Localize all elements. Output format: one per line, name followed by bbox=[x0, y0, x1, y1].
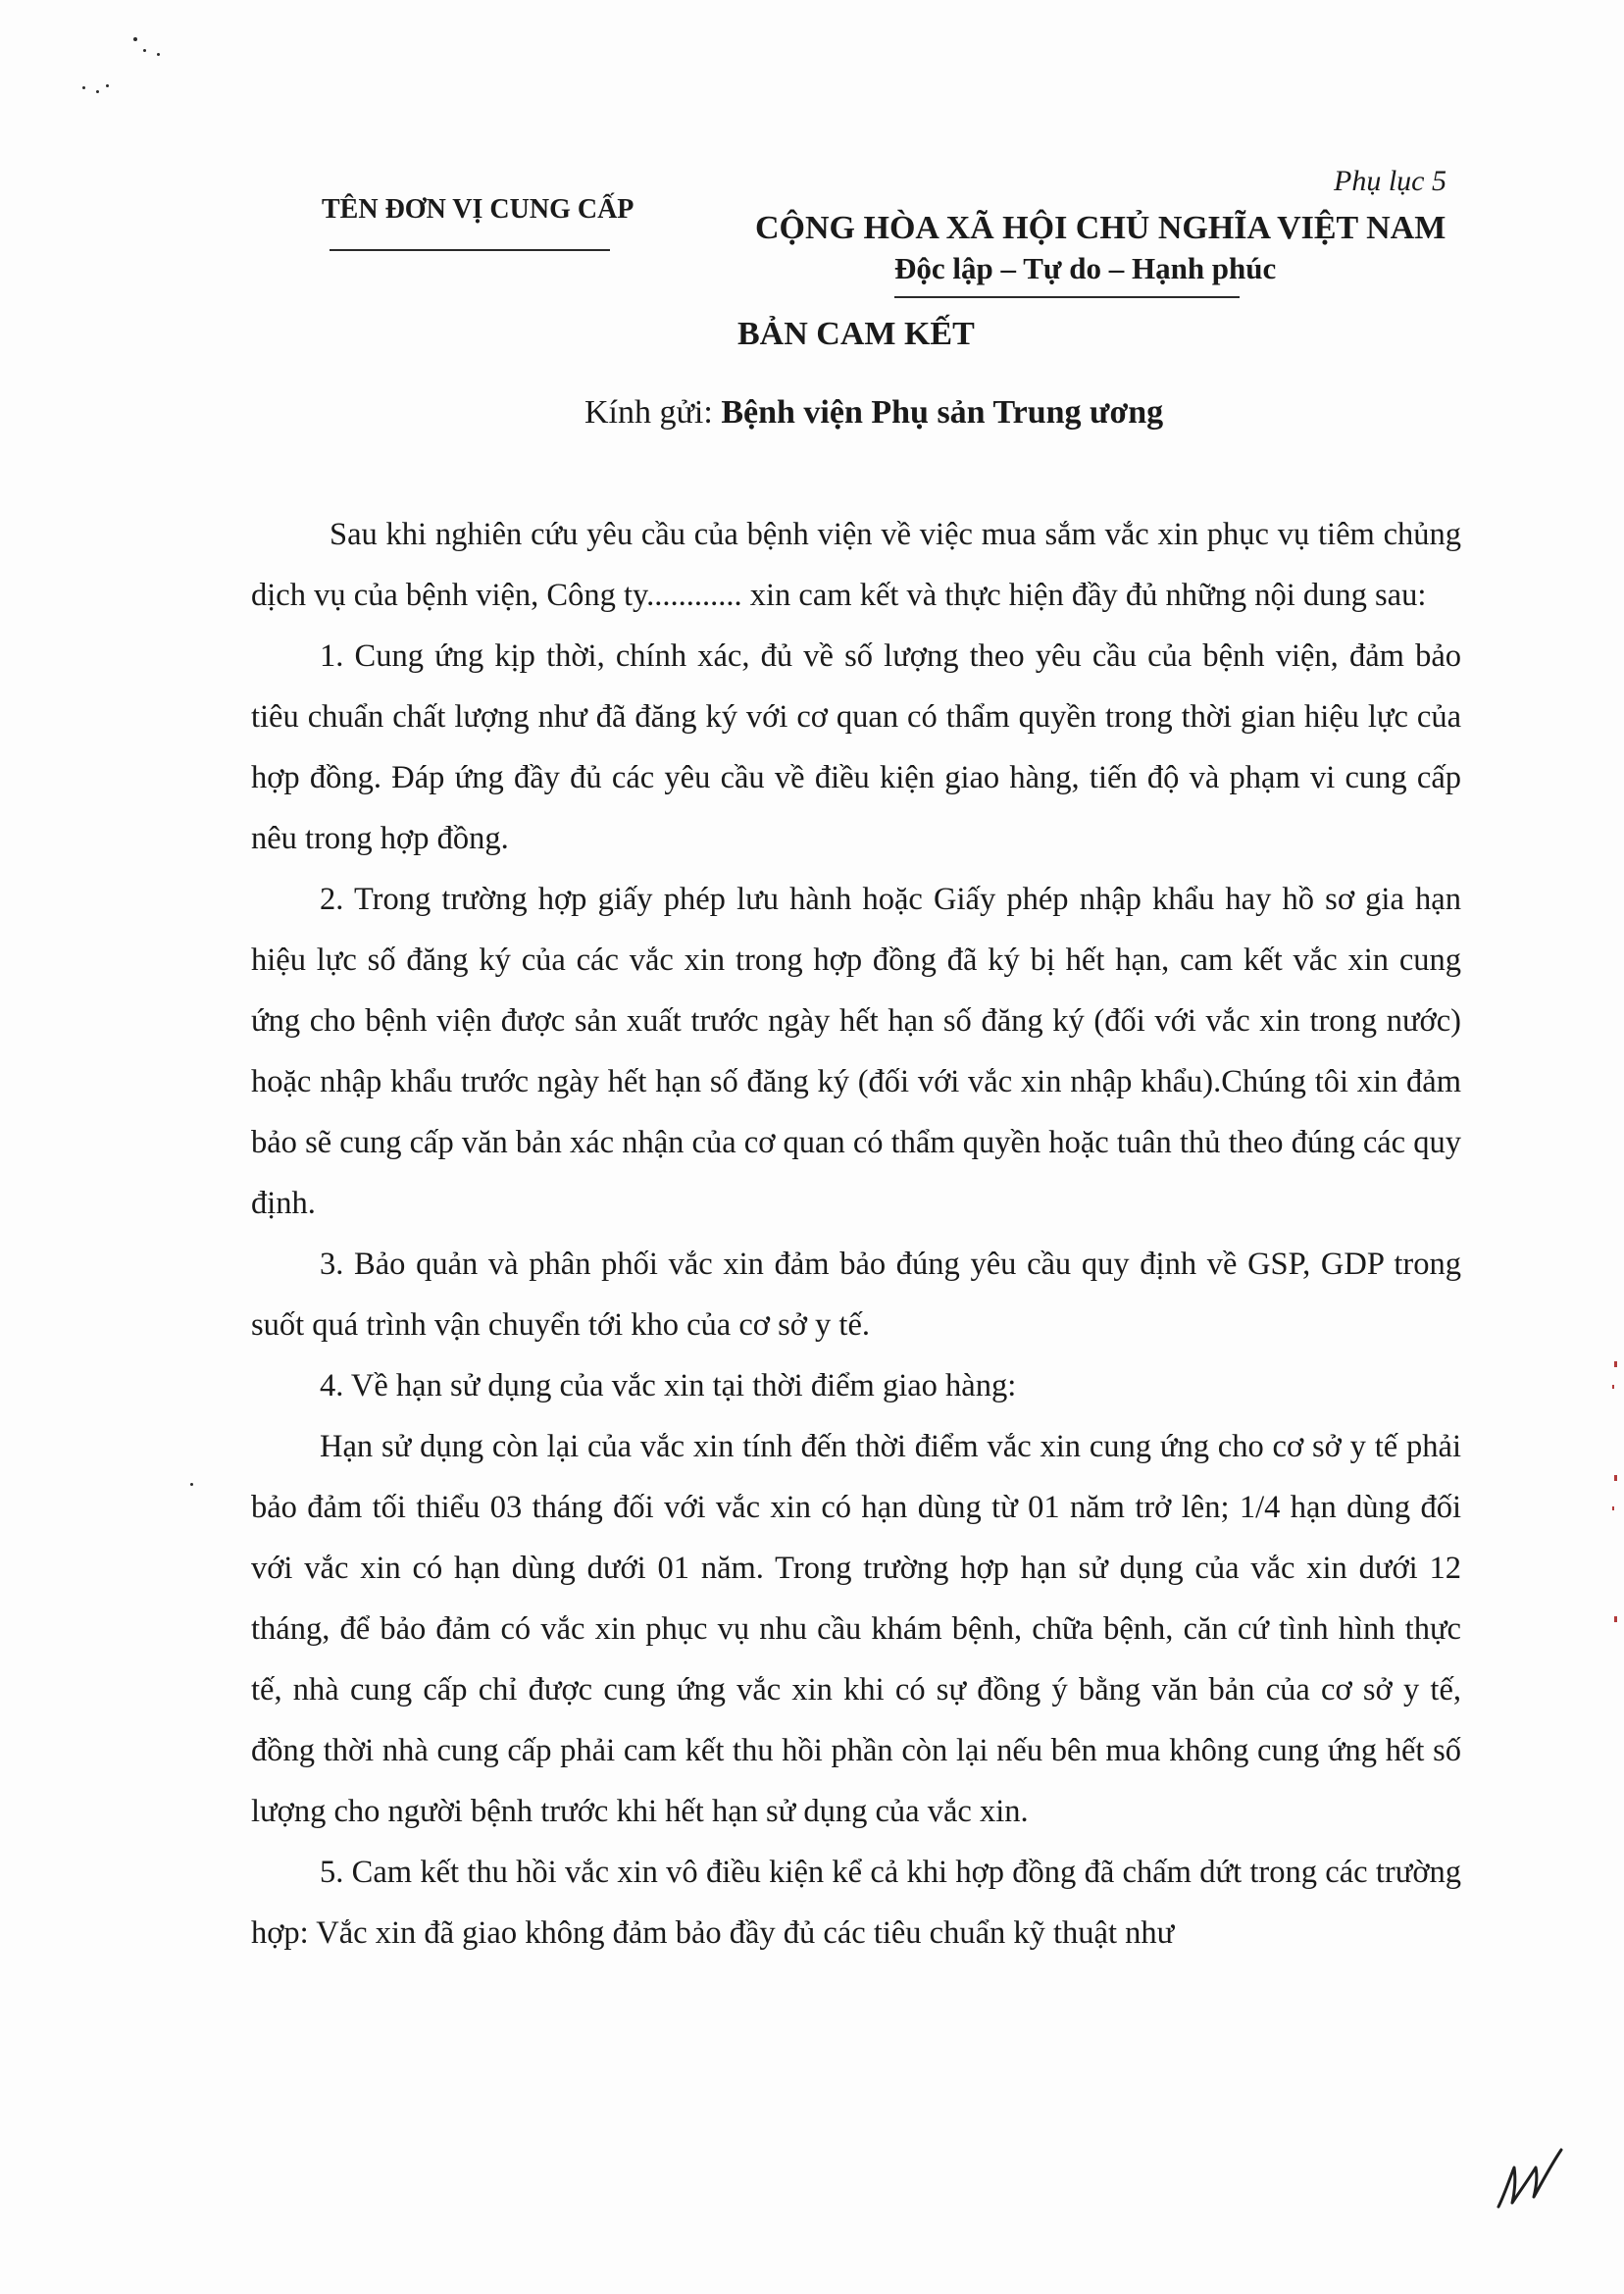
recipient-prefix: Kính gửi: bbox=[584, 394, 722, 431]
commitment-body bbox=[251, 504, 1461, 1963]
appendix-label: Phụ lục 5 bbox=[1334, 165, 1446, 197]
signature-initials bbox=[1491, 2138, 1569, 2217]
national-title: CỘNG HÒA XÃ HỘI CHỦ NGHĨA VIỆT NAM bbox=[755, 210, 1446, 246]
organization-name: TÊN ĐƠN VỊ CUNG CẤP bbox=[322, 194, 634, 225]
commitment-item-2: 2. Trong trường hợp giấy phép lưu hành hoặc Giấy phép nhập khẩu hay hồ sơ gia hạn hiệu lực số đăng ký của các vắc xin trong hợp đồng đã ký bị hết hạn, cam kết vắc xin cung ứng cho bệnh viện được sản xuất trước ngày hết hạn số đăng ký (đối với vắc xin trong nước) hoặc nhập khẩu trước ngày hết hạn số đăng ký (đối với vắc xin nhập khẩu).Chúng tôi xin đảm bảo sẽ cung cấp văn bản xác nhận của cơ quan có thẩm quyền hoặc tuân thủ theo đúng các quy định. bbox=[251, 882, 1461, 1221]
motto-underline bbox=[894, 296, 1240, 298]
organization-underline bbox=[330, 249, 610, 251]
commitment-item-1: 1. Cung ứng kịp thời, chính xác, đủ về số lượng theo yêu cầu của bệnh viện, đảm bảo tiêu chuẩn chất lượng như đã đăng ký với cơ quan có thẩm quyền trong thời gian hiệu lực của hợp đồng. Đáp ứng đầy đủ các yêu cầu về điều kiện giao hàng, tiến độ và phạm vi cung cấp nêu trong hợp đồng. bbox=[251, 638, 1461, 856]
commitment-item-4-text: Hạn sử dụng còn lại của vắc xin tính đến thời điểm vắc xin cung ứng cho cơ sở y tế phải bảo đảm tối thiểu 03 tháng đối với vắc xin có hạn dùng từ 01 năm trở lên; 1/4 hạn dùng đối với vắc xin có hạn dùng dưới 01 năm. Trong trường hợp hạn sử dụng của vắc xin dưới 12 tháng, để bảo đảm có vắc xin phục vụ nhu cầu khám bệnh, chữa bệnh, căn cứ tình hình thực tế, nhà cung cấp chỉ được cung ứng vắc xin khi có sự đồng ý bằng văn bản của cơ sở y tế, đồng thời nhà cung cấp phải cam kết thu hồi phần còn lại nếu bên mua không cung ứng hết số lượng cho người bệnh trước khi hết hạn sử dụng của vắc xin. bbox=[251, 1429, 1461, 1829]
commitment-item-3: 3. Bảo quản và phân phối vắc xin đảm bảo đúng yêu cầu quy định về GSP, GDP trong suốt quá trình vận chuyển tới kho của cơ sở y tế. bbox=[251, 1247, 1461, 1343]
commitment-item-5: 5. Cam kết thu hồi vắc xin vô điều kiện kể cả khi hợp đồng đã chấm dứt trong các trường hợp: Vắc xin đã giao không đảm bảo đầy đủ các tiêu chuẩn kỹ thuật như bbox=[251, 1855, 1461, 1951]
national-motto: Độc lập – Tự do – Hạnh phúc bbox=[894, 251, 1277, 285]
document-title: BẢN CAM KẾT bbox=[737, 316, 975, 352]
intro-paragraph: Sau khi nghiên cứu yêu cầu của bệnh viện về việc mua sắm vắc xin phục vụ tiêm chủng dịch vụ của bệnh viện, Công ty............ xin cam kết và thực hiện đầy đủ những nội dung sau: bbox=[251, 517, 1461, 613]
commitment-item-4-heading: 4. Về hạn sử dụng của vắc xin tại thời điểm giao hàng: bbox=[320, 1368, 1017, 1403]
recipient-line bbox=[584, 394, 1163, 432]
recipient-name: Bệnh viện Phụ sản Trung ương bbox=[721, 394, 1164, 431]
